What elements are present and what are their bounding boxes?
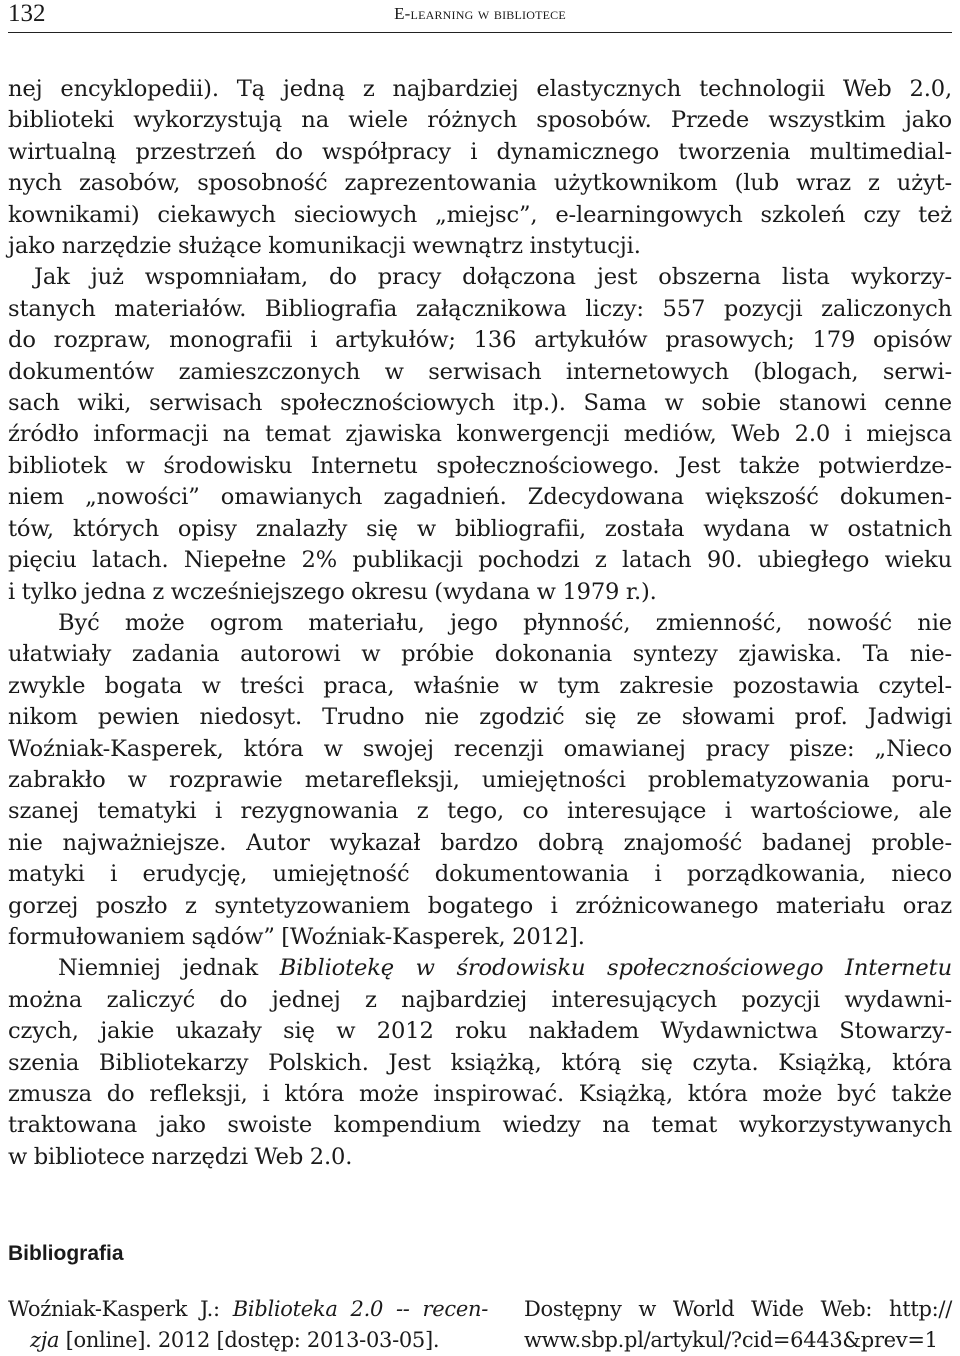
text-line: i tylko jedna z wcześniejszego okresu (wydana w 1979 r.).: [8, 578, 657, 605]
running-title: E-learning w bibliotece: [394, 4, 566, 23]
text-line: stanych materiałów. Bibliografia załącznikowa liczy: 557 pozycji zaliczonych: [8, 295, 952, 322]
bibliography-entry-left: [8, 1294, 488, 1356]
bibliography-entry-right: [524, 1294, 952, 1356]
text-line: traktowana jako swoiste kompendium wiedzy na temat wykorzystywanych: [8, 1112, 952, 1139]
text-run: Niemniej jednak: [58, 955, 280, 982]
entry-title-cont: zja: [30, 1328, 60, 1352]
text-line: sach wiki, serwisach społecznościowych itp.). Sama w sobie stanowi cenne: [8, 390, 952, 417]
text-line: [8, 953, 952, 984]
text-line: bibliotek w środowisku Internetu społecznościowego. Jest także potwierdze-: [8, 452, 952, 479]
text-run: [online]. 2012 [dostęp: 2013-03-05].: [59, 1328, 440, 1352]
paragraph-4: [8, 953, 952, 1173]
text-line: szenia Bibliotekarzy Polskich. Jest książką, którą się czyta. Książką, która: [8, 1049, 952, 1076]
text-line: ułatwiały zadania autorowi w próbie dokonania syntezy zjawiska. Ta nie-: [8, 641, 952, 668]
text-line: matyki i erudycję, umiejętność dokumentowania i porządkowania, nieco: [8, 861, 952, 888]
paragraph-1: [8, 74, 952, 262]
text-line: pięciu latach. Niepełne 2% publikacji pochodzi z latach 90. ubiegłego wieku: [8, 547, 952, 574]
text-line: jako narzędzie służące komunikacji wewnątrz instytucji.: [8, 233, 641, 260]
body-text: [8, 74, 952, 1173]
text-line: w bibliotece narzędzi Web 2.0.: [8, 1143, 353, 1170]
text-line: czych, jakie ukazały się w 2012 roku nakładem Wydawnictwa Stowarzy-: [8, 1018, 952, 1045]
text-line: zabrakło w rozprawie metarefleksji, umiejętności problematyzowania poru-: [8, 766, 952, 793]
text-line: niem „nowości” omawianych zagadnień. Zdecydowana większość dokumen-: [8, 484, 952, 511]
text-line: kownikami) ciekawych sieciowych „miejsc”, e-learningowych szkoleń czy też: [8, 201, 952, 228]
text-line: Dostępny w World Wide Web: http://: [524, 1297, 952, 1321]
text-line: [8, 1325, 488, 1356]
text-line: biblioteki wykorzystują na wiele różnych sposobów. Przede wszystkim jako: [8, 107, 952, 134]
text-line: zwykle bogata w treści praca, właśnie w tym zakresie pozostawia czytel-: [8, 672, 952, 699]
text-line: zmusza do refleksji, i która może inspirować. Książką, która może być także: [8, 1081, 952, 1107]
text-line: wirtualną przestrzeń do współpracy i dynamicznego tworzenia multimedial-: [8, 138, 952, 165]
book-title: Bibliotekę w środowisku społecznościowego Internetu: [279, 955, 952, 982]
page-number: 132: [8, 0, 46, 27]
text-line: szanej tematyki i rezygnowania z tego, co interesujące i wartościowe, ale: [8, 798, 952, 825]
text-line: Być może ogrom materiału, jego płynność, zmienność, nowość nie: [58, 609, 952, 636]
bibliography-heading: Bibliografia: [8, 1242, 124, 1265]
paragraph-3: [8, 608, 952, 953]
text-line: do rozpraw, monografii i artykułów; 136 artykułów prasowych; 179 opisów: [8, 327, 952, 354]
text-line: tów, których opisy znalazły się w bibliografii, została wydana w ostatnich: [8, 515, 952, 542]
text-line: formułowaniem sądów” [Woźniak-Kasperek, 2012].: [8, 923, 585, 950]
text-line: nie najważniejsze. Autor wykazał bardzo dobrą znajomość badanej proble-: [8, 829, 952, 856]
text-line: gorzej poszło z syntetyzowaniem bogatego i zróżnicowanego materiału oraz: [8, 892, 952, 919]
paragraph-2: [8, 262, 952, 607]
text-line: można zaliczyć do jednej z najbardziej interesujących pozycji wydawni-: [8, 986, 952, 1013]
text-line: nikom pewien niedosyt. Trudno nie zgodzić się ze słowami prof. Jadwigi: [8, 704, 952, 731]
text-line: nej encyklopedii). Tą jedną z najbardziej elastycznych technologii Web 2.0,: [8, 76, 952, 102]
text-line: Jak już wspomniałam, do pracy dołączona jest obszerna lista wykorzy-: [34, 264, 952, 291]
entry-title: Biblioteka 2.0 -- recen-: [232, 1297, 488, 1321]
text-line: nych zasobów, sposobność zaprezentowania użytkownikom (lub wraz z użyt-: [8, 170, 952, 197]
text-run: Woźniak-Kasperk J.:: [8, 1297, 233, 1321]
url-line: www.sbp.pl/artykul/?cid=6443&prev=1: [524, 1328, 938, 1352]
text-line: dokumentów zamieszczonych w serwisach internetowych (blogach, serwi-: [8, 358, 952, 385]
text-line: źródło informacji na temat zjawiska konwergencji mediów, Web 2.0 i miejsca: [8, 421, 952, 448]
page-header: [8, 0, 952, 33]
text-line: Woźniak-Kasperek, która w swojej recenzji omawianej pracy pisze: „Nieco: [8, 735, 952, 762]
text-line: [8, 1294, 488, 1325]
